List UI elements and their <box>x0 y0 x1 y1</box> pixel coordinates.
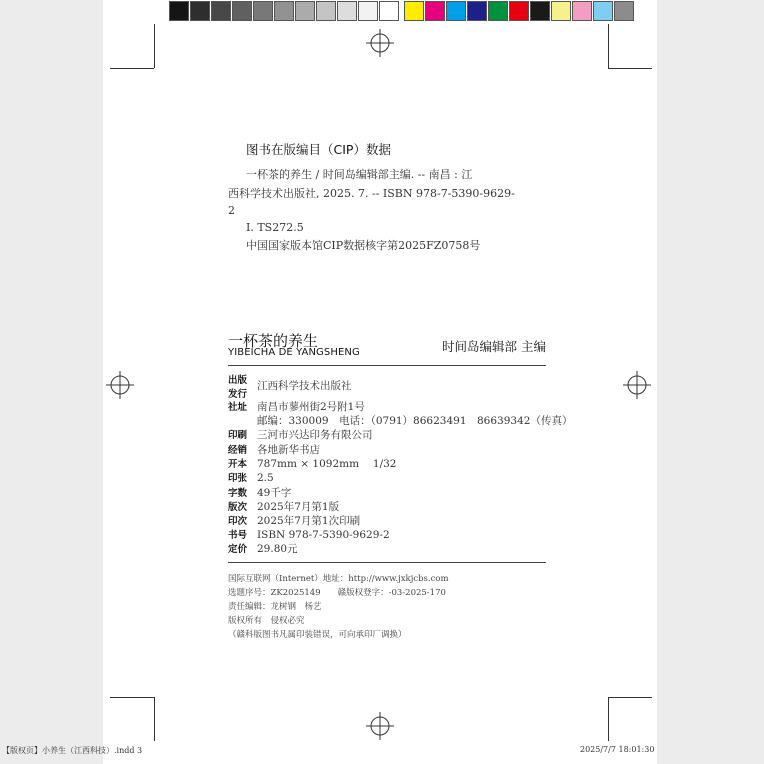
slug-filename: 【版权页】小养生（江西科技）.indd 3 <box>2 746 143 755</box>
cyan-swatch <box>446 1 466 21</box>
cip-line-4: Ⅰ. TS272.5 <box>246 221 304 234</box>
cip-heading: 图书在版编目（CIP）数据 <box>246 142 391 157</box>
words-row <box>228 487 291 501</box>
gray-swatch-1 <box>169 1 189 21</box>
printer-value: 三河市兴达印务有限公司 <box>257 429 373 441</box>
copyright-notice: 版权所有 侵权必究 <box>228 616 305 626</box>
publisher-value: 江西科学技术出版社 <box>257 380 352 392</box>
crop-mark <box>110 697 154 698</box>
address-row <box>228 401 365 415</box>
gray-swatch-6 <box>274 1 294 21</box>
sheets-value: 2.5 <box>257 472 274 484</box>
publisher-label <box>228 374 257 401</box>
red-swatch <box>509 1 529 21</box>
green-swatch <box>488 1 508 21</box>
cip-line-1: 一杯茶的养生 / 时间岛编辑部主编. -- 南昌 : 江 <box>246 168 473 181</box>
gray-swatch-5 <box>253 1 273 21</box>
words-value: 49千字 <box>257 487 292 499</box>
magenta-swatch <box>425 1 445 21</box>
crop-mark <box>608 697 652 698</box>
isbn-value: ISBN 978-7-5390-9629-2 <box>257 529 390 541</box>
print-error-notice: （赣科版图书凡属印装错误，可向承印厂调换） <box>228 630 407 640</box>
registration-mark-right-icon <box>623 371 651 399</box>
address-label: 社址 <box>228 402 248 413</box>
book-title: 一杯茶的养生 <box>228 332 319 350</box>
price-value: 29.80元 <box>257 543 298 555</box>
divider-bottom <box>228 562 546 563</box>
book-author: 时间岛编辑部 主编 <box>442 339 546 354</box>
slug-timestamp: 2025/7/7 18:01:30 <box>580 745 655 754</box>
isbn-row <box>228 529 390 543</box>
printing-label: 印次 <box>228 516 248 527</box>
cip-line-5: 中国国家版本馆CIP数据核字第2025FZ0758号 <box>246 239 481 252</box>
gray-swatch-4 <box>232 1 252 21</box>
gray-swatch-9 <box>337 1 357 21</box>
edition-value: 2025年7月第1版 <box>257 501 340 513</box>
pink-swatch <box>572 1 592 21</box>
registration-mark-left-icon <box>106 371 134 399</box>
responsible-editor: 责任编辑：龙树钢 杨艺 <box>228 602 322 612</box>
edition-label: 版次 <box>228 502 248 513</box>
distributor-label: 经销 <box>228 445 248 456</box>
printing-row <box>228 515 360 529</box>
printer-row <box>228 429 373 443</box>
blue-swatch <box>467 1 487 21</box>
crop-mark <box>608 697 609 741</box>
publisher-label-2: 发行 <box>228 388 248 400</box>
distributor-row <box>228 444 320 458</box>
cip-line-2: 西科学技术出版社, 2025. 7. -- ISBN 978-7-5390-9629- <box>228 187 515 200</box>
printer-label: 印刷 <box>228 430 248 441</box>
page-sheet <box>103 0 657 764</box>
crop-mark <box>110 68 154 69</box>
postcode-value: 邮编：330009 电话：（0791）86623491 86639342（传真） <box>257 415 573 427</box>
registration-mark-bottom-icon <box>366 712 394 740</box>
gray-swatch-2 <box>190 1 210 21</box>
isbn-label: 书号 <box>228 530 248 541</box>
topic-number: 选题序号：ZK2025149 赣版权登字：-03-2025-170 <box>228 588 446 598</box>
gray-swatch-10 <box>358 1 378 21</box>
gray-swatch-3 <box>211 1 231 21</box>
cip-line-3: 2 <box>228 204 235 217</box>
color-bar <box>169 1 635 21</box>
price-label: 定价 <box>228 544 248 555</box>
divider-top <box>228 365 546 366</box>
crop-mark <box>154 24 155 68</box>
sheets-row <box>228 472 274 486</box>
sheets-label: 印张 <box>228 473 248 484</box>
crop-mark <box>608 24 609 68</box>
format-label: 开本 <box>228 459 248 470</box>
printing-value: 2025年7月第1次印刷 <box>257 515 361 527</box>
crop-mark <box>154 697 155 741</box>
yellow-swatch <box>404 1 424 21</box>
black-swatch <box>530 1 550 21</box>
internet-address: 国际互联网（Internet）地址：http://www.jxkjcbs.com <box>228 574 449 584</box>
address-value: 南昌市蓼州街2号附1号 <box>257 401 365 413</box>
publisher-row <box>228 374 352 401</box>
book-pinyin: YIBEICHA DE YANGSHENG <box>228 347 360 358</box>
words-label: 字数 <box>228 488 248 499</box>
gray-swatch-7 <box>295 1 315 21</box>
crop-mark <box>608 68 652 69</box>
registration-mark-top-icon <box>366 29 394 57</box>
format-value: 787mm × 1092mm 1/32 <box>257 458 397 470</box>
light-cyan-swatch <box>593 1 613 21</box>
gray-swatch-end <box>614 1 634 21</box>
format-row <box>228 458 396 472</box>
gray-swatch-8 <box>316 1 336 21</box>
publisher-label-1: 出版 <box>228 375 248 386</box>
price-row <box>228 543 298 557</box>
edition-row <box>228 501 339 515</box>
postcode-row <box>228 415 572 429</box>
distributor-value: 各地新华书店 <box>257 444 320 456</box>
gray-swatch-11 <box>379 1 399 21</box>
light-yellow-swatch <box>551 1 571 21</box>
